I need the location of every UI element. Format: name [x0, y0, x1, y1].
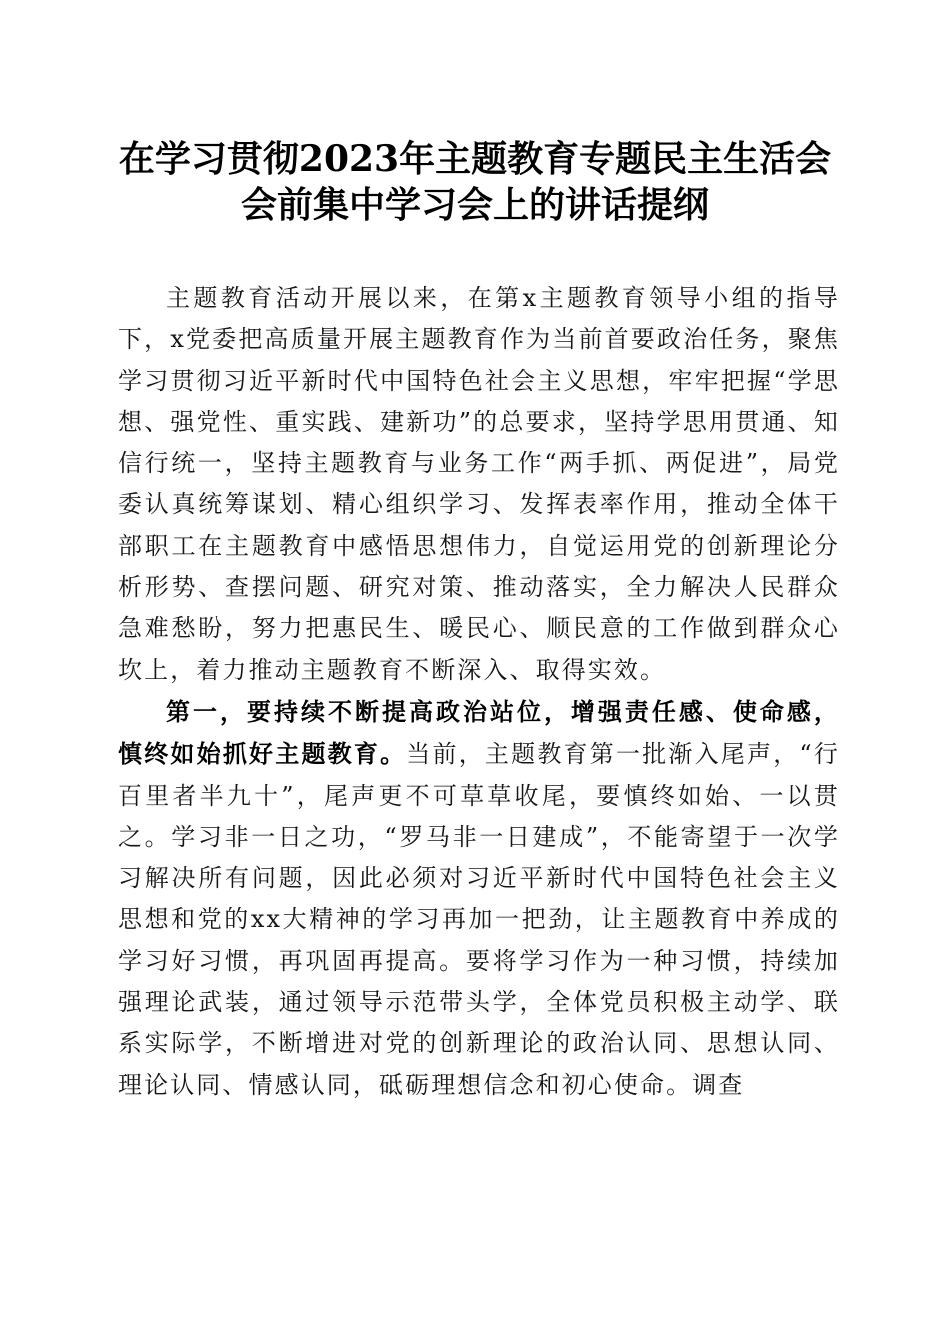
paragraph-intro: [118, 278, 840, 691]
paragraph-point-one: [118, 691, 840, 1106]
paragraph-lead-heading: 第一，要持续不断提高政治站位，增强责任感、使命感，慎终如始抓好主题教育。: [118, 696, 840, 769]
document-title: [110, 136, 840, 228]
document-body: [118, 278, 840, 1106]
paragraph-text: 主题教育活动开展以来，在第x主题教育领导小组的指导下，x党委把高质量开展主题教育作为当前首要政治任务，聚焦学习贯彻习近平新时代中国特色社会主义思想，牢牢把握“学思想、强党性、重实践、建新功”的总要求，坚持学思用贯通、知信行统一，坚持主题教育与业务工作“两手抓、两促进”，局党委认真统筹谋划、精心组织学习、发挥表率作用，推动全体干部职工在主题教育中感悟思想伟力，自觉运用党的创新理论分析形势、查摆问题、研究对策、推动落实，全力解决人民群众急难愁盼，努力把惠民生、暖民心、顺民意的工作做到群众心坎上，着力推动主题教育不断深入、取得实效。: [118, 284, 840, 684]
paragraph-text: 当前，主题教育第一批渐入尾声，“行百里者半九十”，尾声更不可草草收尾，要慎终如始、一以贯之。学习非一日之功，“罗马非一日建成”，不能寄望于一次学习解决所有问题，因此必须对习近平新时代中国特色社会主义思想和党的xx大精神的学习再加一把劲，让主题教育中养成的学习好习惯，再巩固再提高。要将学习作为一种习惯，持续加强理论武装，通过领导示范带头学，全体党员积极主动学、联系实际学，不断增进对党的创新理论的政治认同、思想认同、理论认同、情感认同，砥砺理想信念和初心使命。调查: [118, 740, 840, 1099]
title-line-1: 在学习贯彻2023年主题教育专题民主生活会: [118, 138, 832, 180]
title-line-2: 会前集中学习会上的讲话提纲: [240, 184, 709, 226]
